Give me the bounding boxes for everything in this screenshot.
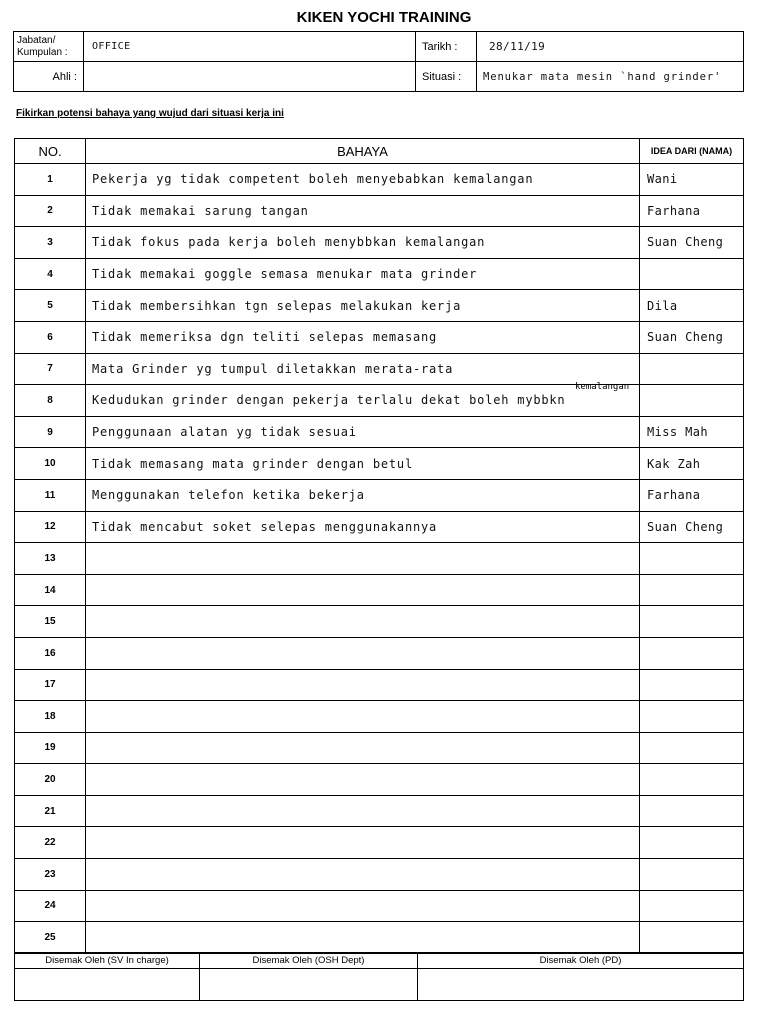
- idea-name-cell[interactable]: [640, 543, 744, 575]
- row-number: 21: [15, 795, 86, 827]
- hazard-cell[interactable]: [86, 827, 640, 859]
- hazard-text: Tidak memeriksa dgn teliti selepas memasang: [92, 330, 438, 345]
- hazard-cell[interactable]: [86, 385, 640, 417]
- row-number: 6: [15, 321, 86, 353]
- hazard-cell[interactable]: [86, 890, 640, 922]
- osh-signature-field[interactable]: [200, 969, 418, 1001]
- hazard-cell[interactable]: [86, 164, 640, 196]
- hazard-cell[interactable]: [86, 922, 640, 954]
- idea-name-cell[interactable]: Suan Cheng: [640, 511, 744, 543]
- tarikh-label: Tarikh :: [416, 32, 477, 62]
- pd-signature-field[interactable]: [418, 969, 744, 1001]
- situasi-value[interactable]: Menukar mata mesin `hand grinder': [477, 62, 744, 92]
- row-number: 15: [15, 606, 86, 638]
- hazard-cell[interactable]: [86, 701, 640, 733]
- idea-name-cell[interactable]: [640, 859, 744, 891]
- idea-name-cell[interactable]: Suan Cheng: [640, 321, 744, 353]
- tarikh-value[interactable]: 28/11/19: [477, 32, 744, 62]
- idea-name-cell[interactable]: Farhana: [640, 195, 744, 227]
- row-number: 13: [15, 543, 86, 575]
- hazard-text: Mata Grinder yg tumpul diletakkan merata-rata: [92, 361, 454, 376]
- hazard-cell[interactable]: [86, 511, 640, 543]
- table-row: [15, 859, 744, 891]
- form-title: KIKEN YOCHI TRAINING: [296, 9, 472, 26]
- ahli-value[interactable]: [84, 62, 416, 92]
- table-row: [15, 227, 744, 259]
- hazard-text: Tidak mencabut soket selepas menggunakannya: [92, 519, 438, 534]
- row-number: 12: [15, 511, 86, 543]
- hazard-text: Tidak fokus pada kerja boleh menybbkan kemalangan: [92, 235, 486, 250]
- idea-name-cell[interactable]: [640, 701, 744, 733]
- jabatan-value[interactable]: OFFICE: [84, 32, 416, 62]
- sv-label: Disemak Oleh (SV In charge): [15, 953, 200, 969]
- table-row: [15, 543, 744, 575]
- idea-name-cell[interactable]: [640, 574, 744, 606]
- hazard-cell[interactable]: [86, 732, 640, 764]
- row-number: 20: [15, 764, 86, 796]
- hazard-cell[interactable]: [86, 764, 640, 796]
- hazard-text: Menggunakan telefon ketika bekerja: [92, 488, 365, 503]
- row-number: 17: [15, 669, 86, 701]
- row-number: 1: [15, 164, 86, 196]
- hazard-cell[interactable]: [86, 637, 640, 669]
- table-row: [15, 764, 744, 796]
- table-row: [15, 827, 744, 859]
- idea-name-cell[interactable]: [640, 890, 744, 922]
- row-number: 7: [15, 353, 86, 385]
- row-number: 2: [15, 195, 86, 227]
- hazard-cell[interactable]: [86, 669, 640, 701]
- col-no-header: NO.: [15, 139, 86, 164]
- hazard-text: Tidak memakai goggle semasa menukar mata grinder: [92, 267, 478, 282]
- table-row: [15, 479, 744, 511]
- idea-name-cell[interactable]: [640, 606, 744, 638]
- idea-name-cell[interactable]: [640, 385, 744, 417]
- row-number: 10: [15, 448, 86, 480]
- row-number: 22: [15, 827, 86, 859]
- idea-name-cell[interactable]: [640, 637, 744, 669]
- table-row: [15, 606, 744, 638]
- row-number: 18: [15, 701, 86, 733]
- osh-label: Disemak Oleh (OSH Dept): [200, 953, 418, 969]
- table-row: [15, 669, 744, 701]
- idea-name-cell[interactable]: [640, 922, 744, 954]
- table-row: [15, 416, 744, 448]
- table-row: [15, 701, 744, 733]
- hazard-cell[interactable]: [86, 606, 640, 638]
- idea-name-cell[interactable]: Dila: [640, 290, 744, 322]
- row-number: 24: [15, 890, 86, 922]
- hazard-table-header: [15, 139, 744, 164]
- idea-name-cell[interactable]: Farhana: [640, 479, 744, 511]
- hazard-cell[interactable]: [86, 321, 640, 353]
- row-number: 16: [15, 637, 86, 669]
- ahli-label: Ahli :: [14, 62, 84, 92]
- jabatan-label: Jabatan/ Kumpulan :: [14, 32, 84, 62]
- idea-name-cell[interactable]: [640, 795, 744, 827]
- hazard-cell[interactable]: [86, 448, 640, 480]
- row-number: 3: [15, 227, 86, 259]
- hazard-cell[interactable]: [86, 859, 640, 891]
- hazard-cell[interactable]: [86, 353, 640, 385]
- table-row: [15, 195, 744, 227]
- hazard-table: [14, 138, 744, 954]
- idea-name-cell[interactable]: Miss Mah: [640, 416, 744, 448]
- instruction-text: Fikirkan potensi bahaya yang wujud dari situasi kerja ini: [16, 108, 284, 119]
- hazard-text: Tidak memakai sarung tangan: [92, 203, 309, 218]
- idea-name-cell[interactable]: [640, 353, 744, 385]
- hazard-cell[interactable]: [86, 795, 640, 827]
- hazard-cell[interactable]: [86, 290, 640, 322]
- idea-name-cell[interactable]: [640, 669, 744, 701]
- table-row: [15, 795, 744, 827]
- table-row: [15, 290, 744, 322]
- hazard-text: Pekerja yg tidak competent boleh menyebabkan kemalangan: [92, 172, 534, 187]
- hazard-cell[interactable]: [86, 258, 640, 290]
- row-number: 8: [15, 385, 86, 417]
- table-row: [15, 258, 744, 290]
- hazard-cell[interactable]: [86, 574, 640, 606]
- table-row: [15, 637, 744, 669]
- review-footer: [14, 952, 744, 1001]
- hazard-cell[interactable]: [86, 227, 640, 259]
- sv-signature-field[interactable]: [15, 969, 200, 1001]
- hazard-cell[interactable]: [86, 543, 640, 575]
- table-row: [15, 385, 744, 417]
- hazard-text: Tidak membersihkan tgn selepas melakukan kerja: [92, 298, 462, 313]
- table-row: [15, 164, 744, 196]
- row-number: 25: [15, 922, 86, 954]
- table-row: [15, 321, 744, 353]
- situasi-label: Situasi :: [416, 62, 477, 92]
- hazard-cell[interactable]: [86, 195, 640, 227]
- hazard-text: Tidak memasang mata grinder dengan betul: [92, 456, 413, 471]
- idea-name-cell[interactable]: [640, 764, 744, 796]
- row-number: 19: [15, 732, 86, 764]
- idea-name-cell[interactable]: Kak Zah: [640, 448, 744, 480]
- hazard-cell[interactable]: [86, 416, 640, 448]
- row-number: 9: [15, 416, 86, 448]
- idea-name-cell[interactable]: [640, 827, 744, 859]
- table-row: [15, 353, 744, 385]
- idea-name-cell[interactable]: [640, 732, 744, 764]
- idea-name-cell[interactable]: Wani: [640, 164, 744, 196]
- row-number: 4: [15, 258, 86, 290]
- hazard-text: Penggunaan alatan yg tidak sesuai: [92, 425, 357, 440]
- table-row: [15, 732, 744, 764]
- table-row: [15, 890, 744, 922]
- table-row: [15, 574, 744, 606]
- table-row: [15, 511, 744, 543]
- pd-label: Disemak Oleh (PD): [418, 953, 744, 969]
- table-row: [15, 448, 744, 480]
- row-number: 11: [15, 479, 86, 511]
- idea-name-cell[interactable]: Suan Cheng: [640, 227, 744, 259]
- row-number: 14: [15, 574, 86, 606]
- row-number: 23: [15, 859, 86, 891]
- row-number: 5: [15, 290, 86, 322]
- idea-name-cell[interactable]: [640, 258, 744, 290]
- hazard-text: Kedudukan grinder dengan pekerja terlalu dekat boleh mybbkn: [92, 393, 566, 408]
- col-bahaya-header: BAHAYA: [86, 139, 640, 164]
- hazard-cell[interactable]: [86, 479, 640, 511]
- col-idea-header: IDEA DARI (NAMA): [640, 139, 744, 164]
- form-header: [13, 31, 744, 92]
- row-8-superscript: kemalangan: [575, 382, 630, 392]
- table-row: [15, 922, 744, 954]
